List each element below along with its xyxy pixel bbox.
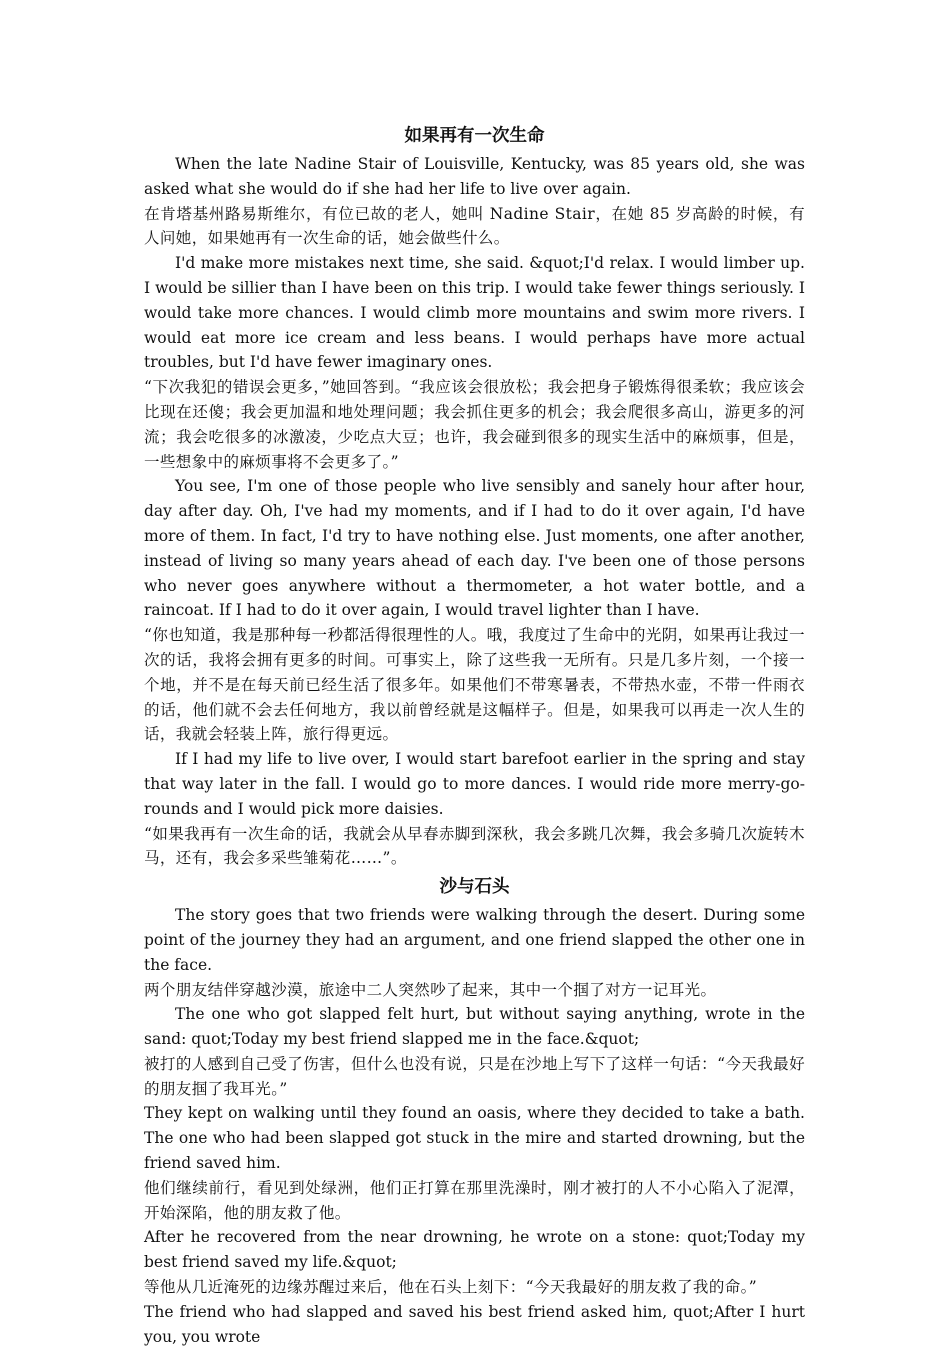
section-1-paragraph-2: 在肯塔基州路易斯维尔，有位已故的老人，她叫 Nadine Stair，在她 85 岁高龄的时候，有人问她，如果她再有一次生命的话，她会做些什么。 — [144, 204, 805, 248]
section-1-title: 如果再有一次生命 — [404, 126, 545, 146]
section-1-paragraph-4: “下次我犯的错误会更多，”她回答到。“我应该会很放松；我会把身子锻炼得很柔软；我应该会比现在还傻；我会更加温和地处理问题；我会抓住更多的机会；我会爬很多高山，游更多的河流；我会吃很多的冰激凌，少吃点大豆；也许，我会碰到很多的现实生活中的麻烦事，但是，一些想象中的麻烦事将不会更多了。” — [144, 378, 805, 471]
section-2-paragraph-6: 他们继续前行，看见到处绿洲，他们正打算在那里洗澡时，刚才被打的人不小心陷入了泥潭，开始深陷，他的朋友救了他。 — [144, 1178, 805, 1222]
section-2-paragraph-8: 等他从几近淹死的边缘苏醒过来后，他在石头上刻下：“今天我最好的朋友救了我的命。” — [144, 1278, 758, 1297]
section-1-paragraph-6: “你也知道，我是那种每一秒都活得很理性的人。哦，我度过了生命中的光阴，如果再让我过一次的话，我将会拥有更多的时间。可事实上，除了这些我一无所有。只是几多片刻，一个接一个地，并不是在每天前已经生活了很多年。如果他们不带寒暑表，不带热水壶，不带一件雨衣的话，他们就不会去任何地方，我以前曾经就是这幅样子。但是，如果我可以再走一次人生的话，我就会轻装上阵，旅行得更远。 — [144, 626, 805, 744]
section-1-paragraph-3: I'd make more mistakes next time, she said. &quot;I'd relax. I would limber up. I would be sillier than I have been on this trip. I would take fewer things seriously. I would take more chances. I would climb more mountains and swim more rivers. I would eat more ice cream and less beans. I would perhaps have more actual troubles, but I'd have fewer imaginary ones. — [144, 254, 805, 372]
section-1-paragraph-7: If I had my life to live over, I would start barefoot earlier in the spring and stay that way later in the fall. I would go to more dances. I would ride more merry-go-rounds and I would pick more daisies. — [144, 750, 805, 818]
section-2-paragraph-2: 两个朋友结伴穿越沙漠，旅途中二人突然吵了起来，其中一个掴了对方一记耳光。 — [144, 980, 717, 999]
section-2-paragraph-1: The story goes that two friends were walking through the desert. During some point of the journey they had an argument, and one friend slapped the other one in the face. — [144, 906, 805, 974]
section-2-paragraph-3: The one who got slapped felt hurt, but without saying anything, wrote in the sand: quot;Today my best friend slapped me in the face.&quot; — [144, 1005, 805, 1049]
section-1-paragraph-5: You see, I'm one of those people who live sensibly and sanely hour after hour, day after day. Oh, I've had my moments, and if I had to do it over again, I'd have more of them. In fact, I'd try to have nothing else. Just moments, one after another, instead of living so many years ahead of each day. I've been one of those persons who never goes anywhere without a thermometer, a hot water bottle, and a raincoat. If I had to do it over again, I would travel lighter than I have. — [144, 477, 805, 620]
section-2-paragraph-5: They kept on walking until they found an oasis, where they decided to take a bath. The one who had been slapped got stuck in the mire and started drowning, but the friend saved him. — [144, 1104, 805, 1173]
section-2-title: 沙与石头 — [439, 877, 510, 898]
section-2-paragraph-7: After he recovered from the near drowning, he wrote on a stone: quot;Today my best friend saved my life.&quot; — [144, 1228, 805, 1272]
section-2-paragraph-9: The friend who had slapped and saved his best friend asked him, quot;After I hurt you, you wrote — [144, 1302, 805, 1346]
section-2-paragraph-4: 被打的人感到自己受了伤害，但什么也没有说，只是在沙地上写下了这样一句话：“今天我最好的朋友掴了我耳光。” — [144, 1054, 805, 1098]
section-1-paragraph-1: When the late Nadine Stair of Louisville, Kentucky, was 85 years old, she was asked what she would do if she had her life to live over again. — [144, 155, 805, 198]
document-page — [144, 120, 805, 1349]
section-1-paragraph-8: “如果我再有一次生命的话，我就会从早春赤脚到深秋，我会多跳几次舞，我会多骑几次旋转木马，还有，我会多采些雏菊花……”。 — [144, 824, 805, 868]
